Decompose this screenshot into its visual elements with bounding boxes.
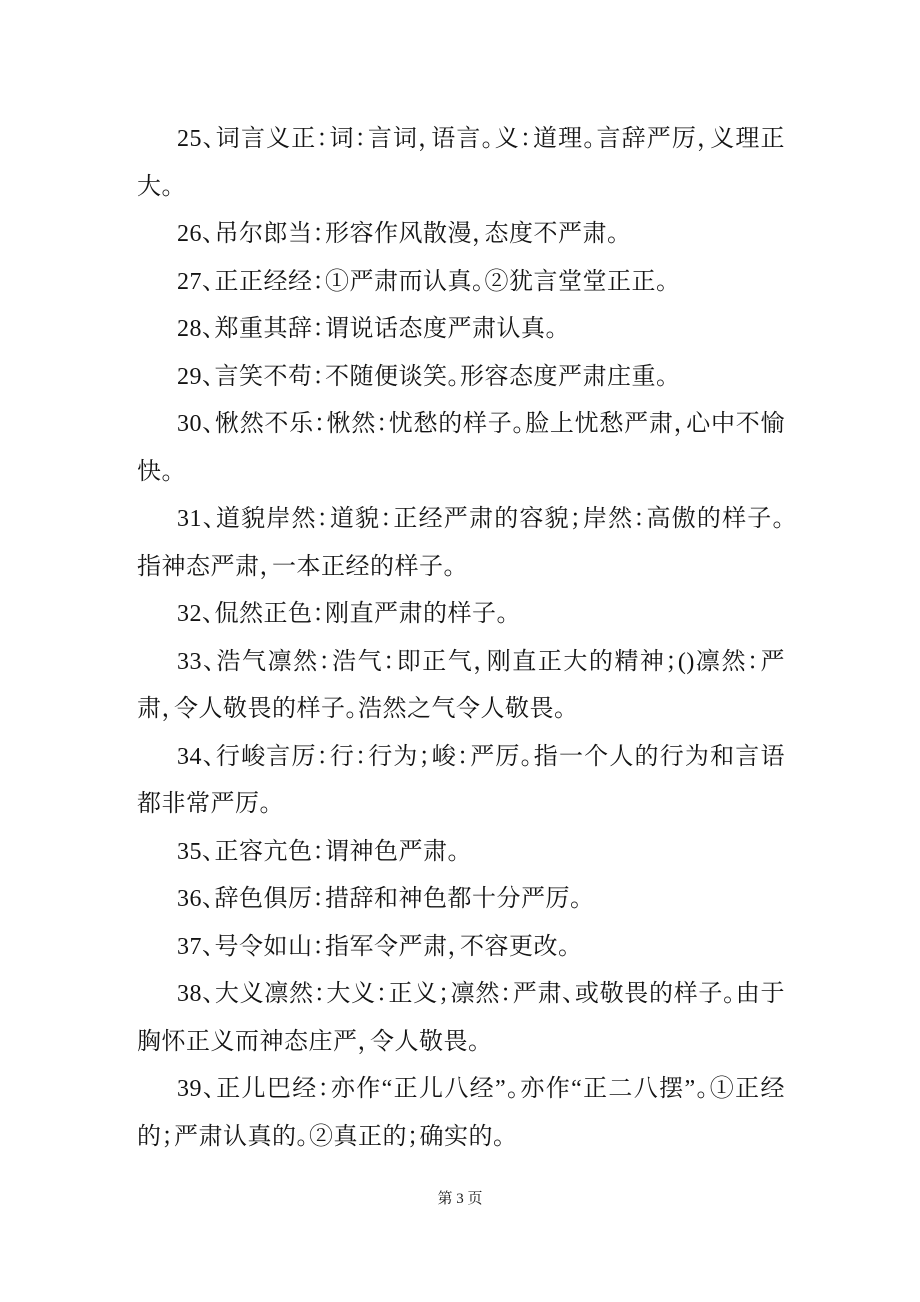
idiom-item-29: 29、言笑不苟：不随便谈笑。形容态度严肃庄重。 bbox=[177, 363, 669, 390]
idiom-item-38: 38、大义凛然：大义：正义；凛然：严肃、或敬畏的样子。由于胸怀正义而神态庄严，令人敬畏。 bbox=[137, 981, 785, 1055]
idiom-item-26: 26、吊尔郎当：形容作风散漫，态度不严肃。 bbox=[177, 221, 620, 247]
page-footer bbox=[0, 1188, 920, 1210]
page-number: 第 3 页 bbox=[437, 1191, 483, 1207]
idiom-item-35: 35、正容亢色：谓神色严肃。 bbox=[177, 838, 460, 865]
idiom-item-34: 34、行峻言厉：行：行为；峻：严厉。指一个人的行为和言语都非常严厉。 bbox=[137, 743, 785, 817]
idiom-item-25: 25、词言义正：词：言词，语言。义：道理。言辞严厉，义理正大。 bbox=[137, 126, 785, 200]
idiom-item-31: 31、道貌岸然：道貌：正经严肃的容貌；岸然：高傲的样子。指神态严肃，一本正经的样子。 bbox=[137, 506, 785, 580]
idiom-item-27: 27、正正经经：①严肃而认真。②犹言堂堂正正。 bbox=[177, 268, 669, 295]
idiom-item-28: 28、郑重其辞：谓说话态度严肃认真。 bbox=[177, 316, 558, 342]
idiom-item-36: 36、辞色俱厉：措辞和神色都十分严厉。 bbox=[177, 886, 583, 912]
document-body bbox=[137, 116, 785, 1161]
idiom-item-37: 37、号令如山：指军令严肃，不容更改。 bbox=[177, 933, 571, 960]
idiom-item-32: 32、侃然正色：刚直严肃的样子。 bbox=[177, 601, 509, 627]
idiom-item-39: 39、正儿巴经：亦作“正儿八经”。亦作“正二八摆”。①正经的；严肃认真的。②真正的；确实的。 bbox=[137, 1076, 785, 1150]
idiom-item-30: 30、愀然不乐：愀然：忧愁的样子。脸上忧愁严肃，心中不愉快。 bbox=[137, 411, 785, 485]
idiom-item-33: 33、浩气凛然：浩气：即正气，刚直正大的精神；()凛然：严肃，令人敬畏的样子。浩然之气令人敬畏。 bbox=[137, 648, 785, 722]
